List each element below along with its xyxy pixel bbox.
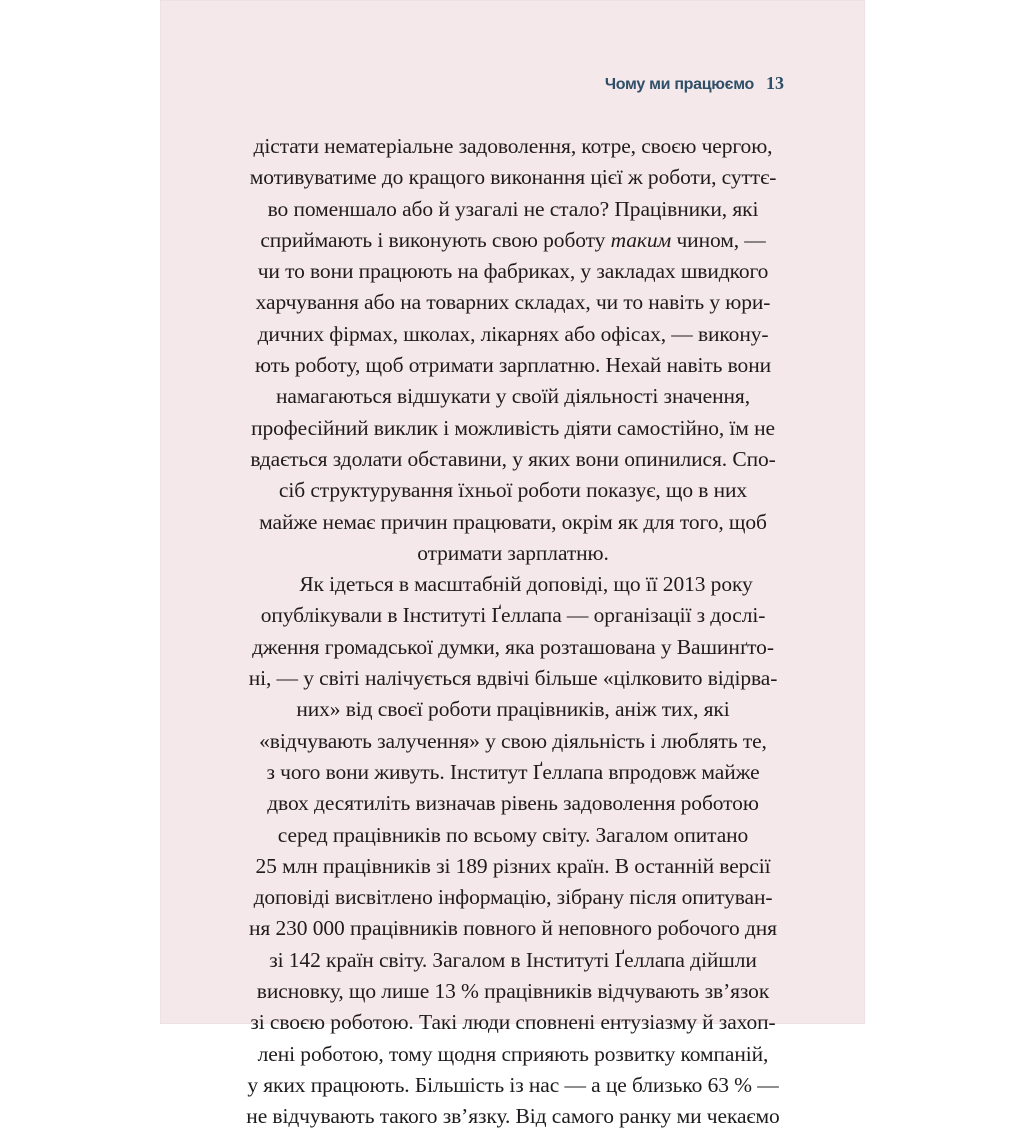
text-line: харчування або на товарних складах, чи то навіть у юри- [255, 290, 771, 315]
text-run: чином, — [671, 227, 766, 252]
text-line: з чого вони живуть. Інститут Ґеллапа впродовж майже [266, 759, 760, 784]
running-head [605, 73, 784, 95]
text-line: во поменшало або й узагалі не стало? Працівники, які [267, 196, 759, 221]
text-line: них» від своєї роботи працівників, аніж тих, які [296, 697, 730, 722]
text-line: ні, — у світі налічується вдвічі більше «цілковито відірва- [248, 666, 778, 691]
text-line: намагаються відшукати у своїй діяльності значення, [276, 384, 750, 409]
body-text [243, 131, 783, 1133]
text-line: мотивуватиме до кращого виконання цієї ж роботи, суттє- [249, 165, 777, 190]
text-line: професійний виклик і можливість діяти самостійно, їм не [251, 415, 775, 440]
book-page [160, 0, 865, 1129]
text-line: майже немає причин працювати, окрім як для того, щоб [259, 509, 767, 534]
text-line: вдається здолати обставини, у яких вони опинилися. Спо- [250, 446, 776, 471]
text-line: дження громадської думки, яка розташована у Вашинґто- [252, 634, 774, 659]
text-line [243, 225, 783, 256]
text-line: ють роботу, щоб отримати зарплатню. Нехай навіть вони [254, 353, 772, 378]
text-line: зі своєю роботою. Такі люди сповнені ентузіазму й захоп- [250, 1010, 776, 1035]
text-line: чи то вони працюють на фабриках, у закладах швидкого [257, 259, 769, 284]
page-number: 13 [766, 73, 784, 93]
text-line: дичних фірмах, школах, лікарнях або офісах, — викону- [257, 321, 769, 346]
text-line: висновку, що лише 13 % працівників відчувають зв’язок [256, 979, 770, 1004]
text-line: отримати зарплатню. [417, 540, 609, 565]
text-line: серед працівників по всьому світу. Загалом опитано [277, 822, 749, 847]
text-line: сіб структурування їхньої роботи показує, що в них [278, 478, 748, 503]
text-line: дістати нематеріальне задоволення, котре, своєю чергою, [253, 134, 773, 158]
text-line: опублікували в Інституті Ґеллапа — організації з дослі- [260, 603, 766, 628]
text-line: у яких працюють. Більшість із нас — а це близько 63 % — [247, 1072, 779, 1097]
text-run: сприймають і виконують свою роботу [260, 227, 611, 252]
text-line: зі 142 країн світу. Загалом в Інституті Ґеллапа дійшли [269, 947, 757, 972]
text-line: лені роботою, тому щодня сприяють розвитку компаній, [257, 1041, 769, 1066]
chapter-title: Чому ми працюємо [604, 76, 754, 93]
text-line: двох десятиліть визначав рівень задоволення роботою [267, 791, 759, 816]
text-line: не відчувають такого зв’язку. Від самого ранку ми чекаємо [246, 1104, 780, 1129]
italic-emphasis: таким [610, 227, 672, 252]
text-line: 25 млн працівників зі 189 різних країн. В останній версії [255, 853, 771, 878]
text-line: Як ідеться в масштабній доповіді, що її 2013 року [299, 572, 753, 597]
text-line: доповіді висвітлено інформацію, зібрану після опитуван- [253, 885, 773, 910]
text-line: «відчувають залучення» у свою діяльність і люблять те, [259, 728, 767, 753]
text-line: ня 230 000 працівників повного й неповного робочого дня [249, 916, 777, 941]
